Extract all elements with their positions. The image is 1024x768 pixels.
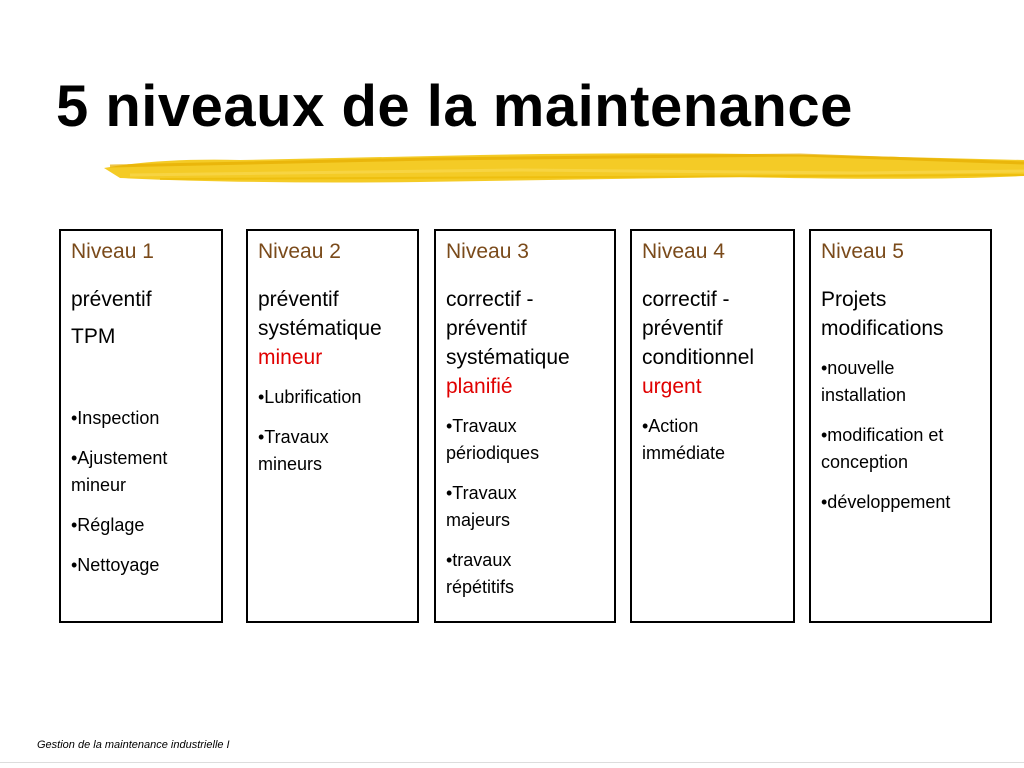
bullet-item: •Nettoyage	[71, 555, 160, 575]
bullet-item: •travaux répétitifs	[446, 550, 515, 597]
level-line: préventif	[258, 288, 339, 311]
bullet-item: •Ajustement mineur	[71, 448, 168, 495]
bullet-item: •développement	[821, 492, 951, 512]
level-label: Niveau 1	[71, 240, 154, 263]
bottom-divider	[0, 762, 1024, 763]
level-line: préventif	[642, 317, 723, 340]
level-highlight: urgent	[642, 375, 702, 398]
level-line: préventif	[446, 317, 527, 340]
bullet-item: •Action immédiate	[642, 416, 726, 463]
level-line: correctif -	[642, 288, 730, 311]
level-line: préventif	[71, 288, 152, 311]
level-2-box	[246, 229, 419, 623]
footer-text: Gestion de la maintenance industrielle I	[37, 739, 230, 751]
level-line: systématique	[258, 317, 382, 340]
bullet-item: •nouvelle installation	[821, 358, 907, 405]
bullet-item: •Travaux majeurs	[446, 483, 517, 530]
level-label: Niveau 3	[446, 240, 529, 263]
level-label: Niveau 2	[258, 240, 341, 263]
level-line: correctif -	[446, 288, 534, 311]
bullet-item: •Travaux mineurs	[258, 427, 329, 474]
bullet-item: •Lubrification	[258, 387, 362, 407]
level-4-box	[630, 229, 795, 623]
level-line: TPM	[71, 325, 116, 348]
level-1-box	[59, 229, 223, 623]
bullet-item: •Inspection	[71, 408, 160, 428]
level-highlight: planifié	[446, 375, 513, 398]
level-5-box	[809, 229, 992, 623]
level-label: Niveau 5	[821, 240, 904, 263]
brush-stroke-underline	[100, 146, 1024, 188]
level-3-box	[434, 229, 616, 623]
bullet-item: •modification et conception	[821, 425, 944, 472]
level-line: modifications	[821, 317, 944, 340]
slide-title: 5 niveaux de la maintenance	[56, 74, 853, 139]
level-line: conditionnel	[642, 346, 755, 369]
level-line: systématique	[446, 346, 570, 369]
level-highlight: mineur	[258, 346, 323, 369]
bullet-item: •Travaux périodiques	[446, 416, 540, 463]
level-line: Projets	[821, 288, 887, 311]
level-label: Niveau 4	[642, 240, 725, 263]
bullet-item: •Réglage	[71, 515, 145, 535]
